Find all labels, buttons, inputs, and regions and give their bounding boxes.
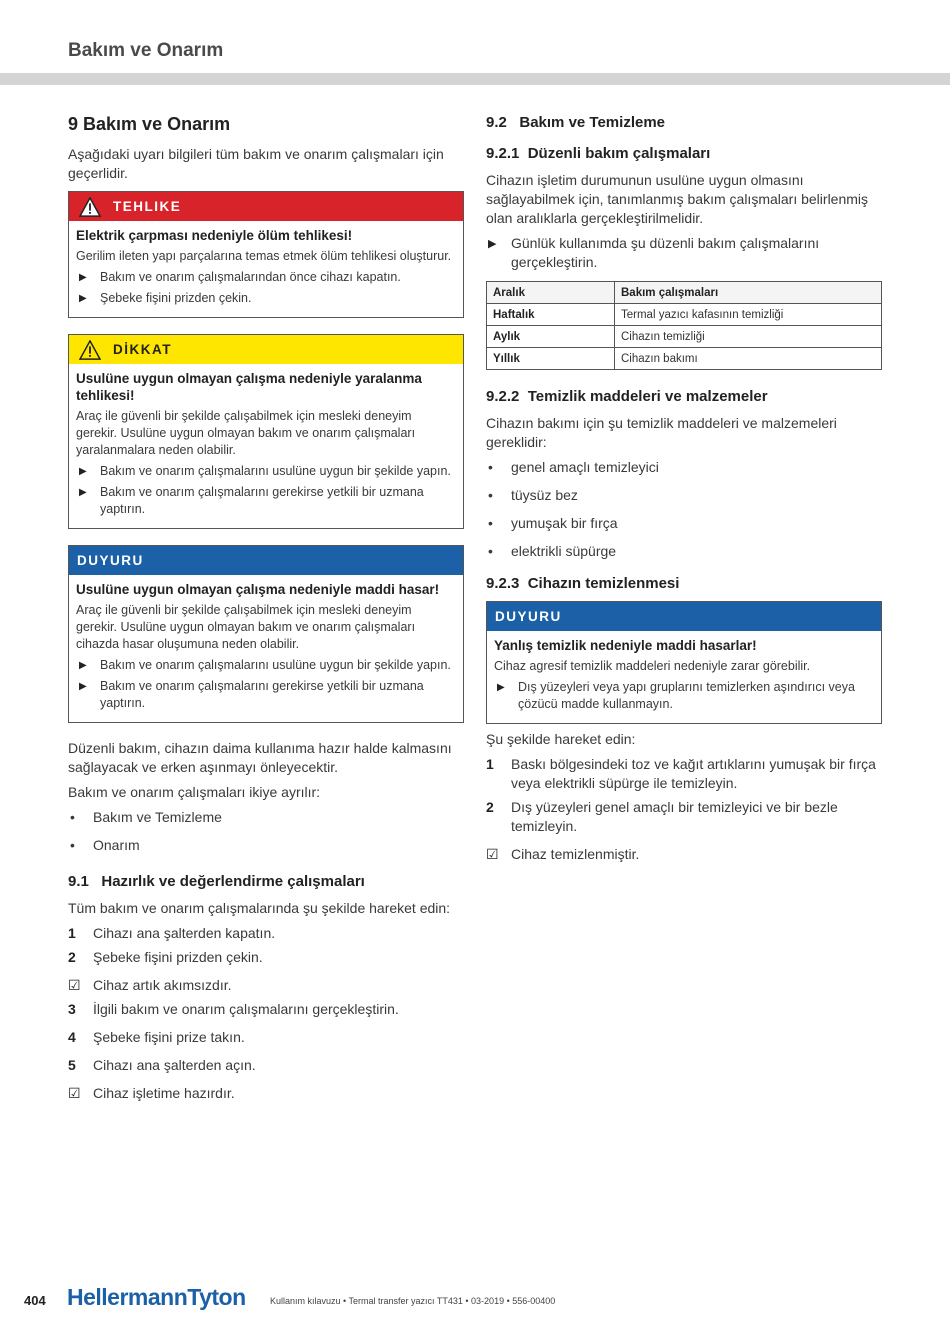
danger-title: Elektrik çarpması nedeniyle ölüm tehlikesi! <box>76 228 353 243</box>
notice-header <box>69 546 463 575</box>
caution-action-item: ▶ Bakım ve onarım çalışmalarını usulüne uygun bir şekilde yapın. <box>76 463 456 480</box>
list-item: • Bakım ve Temizleme <box>70 809 222 825</box>
section-9-2-1-heading: 9.2.1 Düzenli bakım çalışmaları <box>486 145 711 162</box>
action-triangle-icon: ▶ <box>79 272 87 283</box>
list-item: • yumuşak bir fırça <box>488 515 618 531</box>
list-item: • elektrikli süpürge <box>488 543 617 559</box>
list-item: • Onarım <box>70 837 140 853</box>
notice-text: Cihaz agresif temizlik maddeleri nedeniyle zarar görebilir. <box>494 659 811 673</box>
action-triangle-icon: ▶ <box>79 466 87 477</box>
action-triangle-icon: ▶ <box>79 660 87 671</box>
left-column <box>68 114 464 1108</box>
caution-title: Usulüne uygun olmayan çalışma nedeniyle yaralanma tehlikesi! <box>76 371 422 403</box>
result-item: ☑ Cihaz işletime hazırdır. <box>68 1085 235 1101</box>
caution-label: DİKKAT <box>113 342 172 357</box>
footer-document-info: Kullanım kılavuzu • Termal transfer yazıcı TT431 • 03-2019 • 556-00400 <box>270 1296 556 1306</box>
notice-action-item: ▶ Dış yüzeyleri veya yapı gruplarını temizlerken aşındırıcı veya çözücü madde kullanmayın. <box>494 679 874 713</box>
step-item: 4 Şebeke fişini prize takın. <box>68 1029 245 1045</box>
danger-header <box>69 192 463 221</box>
list-item: • tüysüz bez <box>488 487 578 503</box>
right-column <box>486 114 882 869</box>
action-triangle-icon: ▶ <box>488 238 497 250</box>
notice-box <box>68 545 464 723</box>
action-triangle-icon: ▶ <box>497 682 505 693</box>
section-9-1-heading: 9.1 Hazırlık ve değerlendirme çalışmaları <box>68 873 365 890</box>
page-header-title: Bakım ve Onarım <box>68 40 224 61</box>
maintenance-table <box>486 281 882 370</box>
step-item: 2 Şebeke fişini prizden çekin. <box>68 949 263 965</box>
list-item: • genel amaçlı temizleyici <box>488 459 659 475</box>
checkbox-checked-icon: ☑ <box>68 1085 81 1101</box>
action-triangle-icon: ▶ <box>79 293 87 304</box>
page-footer <box>0 1284 950 1312</box>
table-row: Yıllık Cihazın bakımı <box>487 348 882 370</box>
regular-maintenance-text: Cihazın işletim durumunun usulüne uygun olmasını sağlayabilmek için, tanımlanmış bakım çalışmaları belirlenmiş olan aralıklarla gerçekleştirilmelidir. <box>486 172 869 226</box>
header-divider-bar <box>0 73 950 85</box>
caution-action-item: ▶ Bakım ve onarım çalışmalarını gerekirse yetkili bir uzmana yaptırın. <box>76 484 456 518</box>
notice-title: Usulüne uygun olmayan çalışma nedeniyle maddi hasar! <box>76 582 440 597</box>
danger-text: Gerilim ileten yapı parçalarına temas etmek ölüm tehlikesi oluşturur. <box>76 249 452 263</box>
step-item: 2 Dış yüzeyleri genel amaçlı bir temizleyici ve bir bezle temizleyin. <box>486 799 838 834</box>
table-row: Haftalık Termal yazıcı kafasının temizliği <box>487 304 882 326</box>
danger-action-item: ▶ Şebeke fişini prizden çekin. <box>76 290 456 307</box>
notice-title: Yanlış temizlik nedeniyle maddi hasarlar! <box>494 638 757 653</box>
maintenance-purpose-text: Düzenli bakım, cihazın daima kullanıma hazır halde kalmasını sağlayacak ve erken aşınmayı önleyecektir. <box>68 740 452 775</box>
step-item: 1 Cihazı ana şalterden kapatın. <box>68 925 276 941</box>
step-item: 3 İlgili bakım ve onarım çalışmalarını gerçekleştirin. <box>68 1001 399 1017</box>
prep-intro-text: Tüm bakım ve onarım çalışmalarında şu şekilde hareket edin: <box>68 900 451 916</box>
warning-triangle-icon <box>79 197 101 217</box>
checkbox-checked-icon: ☑ <box>68 977 81 993</box>
caution-text: Araç ile güvenli bir şekilde çalışabilmek için mesleki deneyim gerekir. Usulüne uygun olmayan bakım ve onarım çalışmaları yaralanmalara neden olabilir. <box>76 409 416 457</box>
table-row: Aylık Cihazın temizliği <box>487 326 882 348</box>
notice-box <box>486 601 882 724</box>
section-9-2-3-heading: 9.2.3 Cihazın temizlenmesi <box>486 575 680 592</box>
notice-label: DUYURU <box>77 553 144 568</box>
caution-header <box>69 335 463 364</box>
cleaning-materials-text: Cihazın bakımı için şu temizlik maddeleri ve malzemeleri gereklidir: <box>486 415 837 450</box>
checkbox-checked-icon: ☑ <box>486 846 499 862</box>
maintenance-types-text: Bakım ve onarım çalışmaları ikiye ayrılır: <box>68 784 321 800</box>
notice-text: Araç ile güvenli bir şekilde çalışabilmek için mesleki deneyim gerekir. Usulüne uygun olmayan bakım ve onarım çalışmaları cihazda hasar oluşumuna neden olabilir. <box>76 603 416 651</box>
result-item: ☑ Cihaz temizlenmiştir. <box>486 846 640 862</box>
notice-action-item: ▶ Bakım ve onarım çalışmalarını usulüne uygun bir şekilde yapın. <box>76 657 456 674</box>
notice-label: DUYURU <box>495 609 562 624</box>
section-9-2-heading: 9.2 Bakım ve Temizleme <box>486 114 666 131</box>
step-item: 1 Baskı bölgesindeki toz ve kağıt artıklarını yumuşak bir fırça veya elektrikli süpürge ile temizleyin. <box>486 756 876 791</box>
notice-action-item: ▶ Bakım ve onarım çalışmalarını gerekirse yetkili bir uzmana yaptırın. <box>76 678 456 712</box>
action-triangle-icon: ▶ <box>79 681 87 692</box>
action-item: ▶ Günlük kullanımda şu düzenli bakım çalışmalarını gerçekleştirin. <box>488 235 820 270</box>
caution-box <box>68 334 464 529</box>
notice-header <box>487 602 881 631</box>
table-header-row: Aralık Bakım çalışmaları <box>487 282 882 304</box>
danger-action-item: ▶ Bakım ve onarım çalışmalarından önce cihazı kapatın. <box>76 269 456 286</box>
danger-label: TEHLIKE <box>113 199 182 214</box>
step-item: 5 Cihazı ana şalterden açın. <box>68 1057 256 1073</box>
intro-text: Aşağıdaki uyarı bilgileri tüm bakım ve onarım çalışmaları için geçerlidir. <box>68 146 444 181</box>
result-item: ☑ Cihaz artık akımsızdır. <box>68 977 232 993</box>
danger-box <box>68 191 464 318</box>
cleaning-intro-text: Şu şekilde hareket edin: <box>486 731 636 747</box>
section-9-2-2-heading: 9.2.2 Temizlik maddeleri ve malzemeler <box>486 388 768 405</box>
action-triangle-icon: ▶ <box>79 487 87 498</box>
page-number: 404 <box>24 1293 46 1308</box>
hellermanntyton-logo: HellermannTyton <box>67 1284 246 1310</box>
section-9-heading: 9 Bakım ve Onarım <box>68 114 231 134</box>
warning-triangle-icon <box>79 340 101 360</box>
